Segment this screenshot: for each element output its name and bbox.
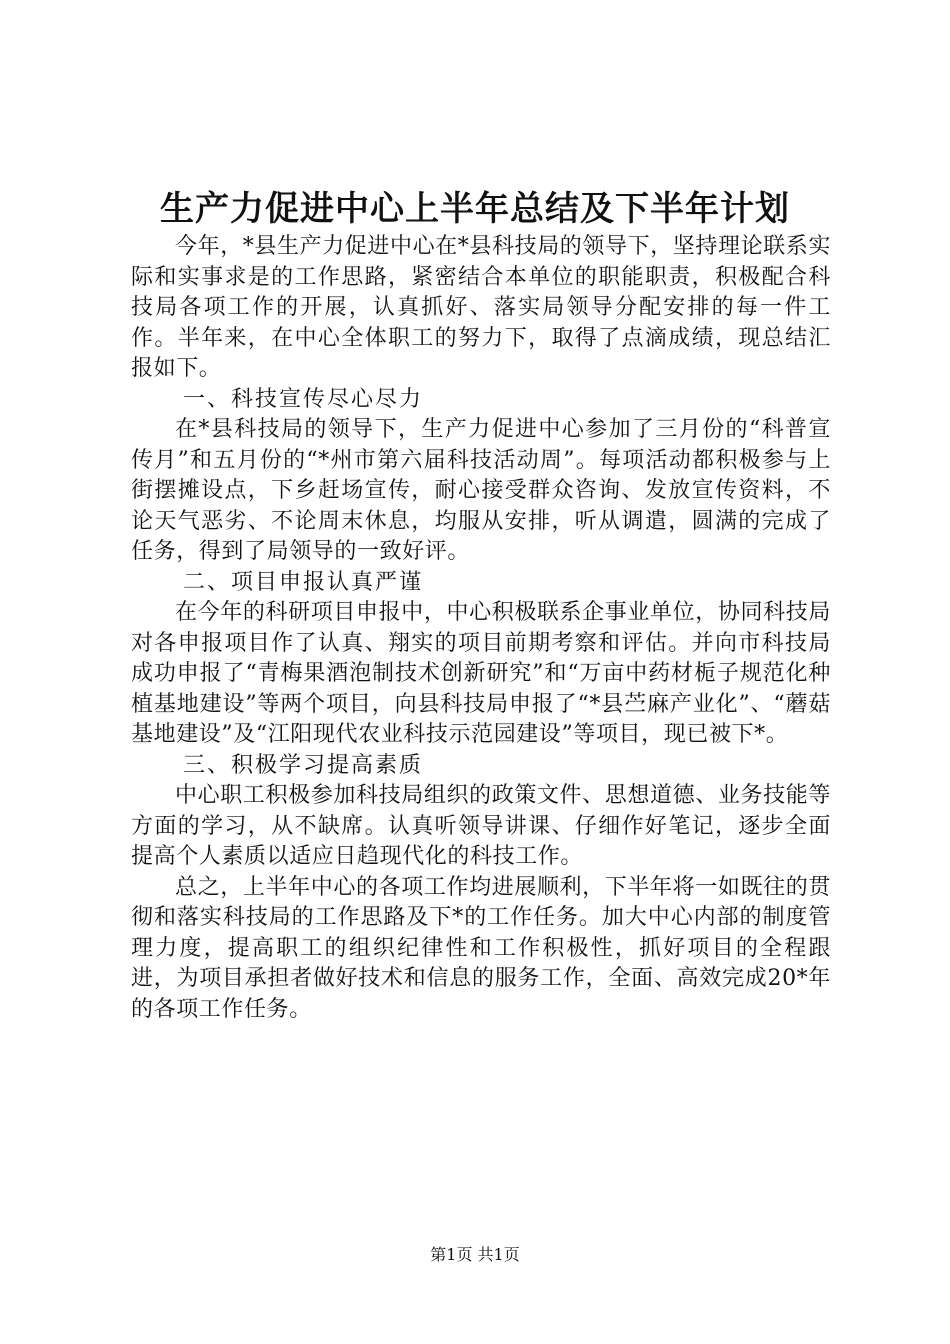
document-title: 生产力促进中心上半年总结及下半年计划: [160, 189, 790, 229]
conclusion-paragraph: 总之，上半年中心的各项工作均进展顺利，下半年将一如既往的贯彻和落实科技局的工作思路及下*的工作任务。加大中心内部的制度管理力度，提高职工的组织纪律性和工作积极性，抓好项目的全程跟进，为项目承担者做好技术和信息的服务工作，全面、高效完成20*年的各项工作任务。: [131, 874, 831, 1022]
document-body: [131, 232, 831, 1025]
section-body-1: 在*县科技局的领导下，生产力促进中心参加了三月份的“科普宣传月”和五月份的“*州市第六届科技活动周”。每项活动都积极参与上街摆摊设点，下乡赶场宣传，耐心接受群众咨询、发放宣传资料，不论天气恶劣、不论周末休息，均服从安排，听从调遣，圆满的完成了任务，得到了局领导的一致好评。: [131, 417, 831, 564]
section-heading-1: 一、科技宣传尽心尽力: [183, 386, 424, 412]
section-heading-3: 三、积极学习提高素质: [183, 752, 424, 778]
page-footer: 第1页 共1页: [430, 1245, 520, 1264]
section-heading-2: 二、项目申报认真严谨: [183, 569, 424, 595]
section-body-3: 中心职工积极参加科技局组织的政策文件、思想道德、业务技能等方面的学习，从不缺席。认真听领导讲课、仔细作好笔记，逐步全面提高个人素质以适应日趋现代化的科技工作。: [131, 783, 831, 869]
intro-paragraph: 今年，*县生产力促进中心在*县科技局的领导下，坚持理论联系实际和实事求是的工作思路，紧密结合本单位的职能职责，积极配合科技局各项工作的开展，认真抓好、落实局领导分配安排的每一件工作。半年来，在中心全体职工的努力下，取得了点滴成绩，现总结汇报如下。: [131, 234, 832, 381]
section-body-2: 在今年的科研项目申报中，中心积极联系企事业单位，协同科技局对各申报项目作了认真、翔实的项目前期考察和评估。并向市科技局成功申报了“青梅果酒泡制技术创新研究”和“万亩中药材栀子规范化种植基地建设”等两个项目，向县科技局申报了“*县苎麻产业化”、“蘑菇基地建设”及“江阳现代农业科技示范园建设”等项目，现已被下*。: [131, 600, 831, 747]
